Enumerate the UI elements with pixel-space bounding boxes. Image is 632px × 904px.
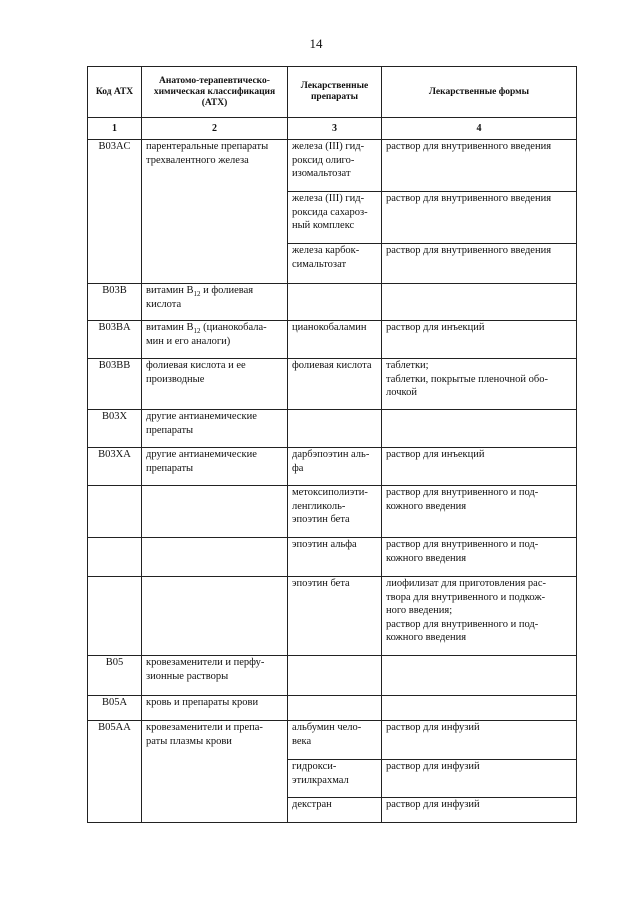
drug-line: роксид олиго- [292, 154, 355, 166]
atx-classification [142, 696, 288, 721]
drug-line: дарбэпоэтин аль- [292, 449, 370, 460]
drug-form [382, 486, 577, 538]
classification-line: другие антианемические [146, 449, 257, 460]
drug-name [288, 359, 382, 410]
drug-name [288, 798, 382, 823]
drug-name [288, 321, 382, 359]
atx-code [88, 486, 142, 538]
classification-line: кровезаменители и перфу- [146, 657, 265, 668]
form-line: лочкой [386, 387, 417, 398]
header-classification-line: химическая классификация [153, 86, 276, 97]
atx-classification [142, 448, 288, 486]
header-forms: Лекарственные формы [382, 67, 577, 118]
table-row [88, 538, 577, 577]
drug-name [288, 656, 382, 696]
drug-name [288, 760, 382, 798]
classification-line: трехвалентного железа [146, 154, 249, 166]
form-line: раствор для инфузий [386, 722, 480, 733]
vitamin-suffix: и фолиевая [200, 285, 254, 296]
vitamin-label: витамин B [146, 285, 194, 296]
atx-code [88, 577, 142, 656]
atx-classification [142, 577, 288, 656]
atx-code: B03X [88, 410, 142, 448]
classification-line: зионные растворы [146, 670, 229, 682]
drug-form [382, 577, 577, 656]
drug-line: цианокобаламин [292, 322, 367, 333]
drug-name [288, 140, 382, 192]
drug-form [382, 321, 577, 359]
drug-form [382, 244, 577, 284]
drug-form [382, 140, 577, 192]
drug-line: фа [292, 462, 304, 474]
classification-line: парентеральные препараты [146, 141, 269, 152]
header-drugs-line: Лекарственные [300, 81, 369, 91]
atx-classification [142, 284, 288, 321]
form-line: раствор для внутривенного и под- [386, 539, 539, 550]
vitamin-label: витамин B [146, 322, 194, 333]
classification-line: препараты [146, 462, 194, 474]
table-row [88, 577, 577, 656]
atx-code: B03BA [88, 321, 142, 359]
drug-line: века [292, 735, 312, 747]
drug-name [288, 192, 382, 244]
classification-line: другие антианемические [146, 411, 257, 422]
drug-form [382, 538, 577, 577]
drug-form [382, 696, 577, 721]
table-row [88, 410, 577, 448]
column-number: 3 [288, 118, 382, 140]
drug-line: фолиевая кислота [292, 360, 372, 371]
header-classification [142, 67, 288, 118]
drug-form [382, 359, 577, 410]
atx-classification [142, 721, 288, 823]
drug-form [382, 448, 577, 486]
atx-classification [142, 538, 288, 577]
atx-classification [142, 321, 288, 359]
table-row [88, 321, 577, 359]
drug-line: роксида сахароз- [292, 206, 368, 218]
drug-name [288, 284, 382, 321]
drug-name [288, 410, 382, 448]
drug-form [382, 760, 577, 798]
form-line: кожного введения [386, 552, 467, 564]
drug-line: железа (III) гид- [292, 193, 365, 204]
table-row [88, 448, 577, 486]
drug-name [288, 577, 382, 656]
atx-classification [142, 656, 288, 696]
atx-classification [142, 486, 288, 538]
classification-line: кислота [146, 298, 182, 310]
drug-form [382, 798, 577, 823]
classification-line: производные [146, 373, 205, 385]
table-row [88, 486, 577, 538]
page-number: 14 [309, 36, 323, 51]
classification-line: препараты [146, 424, 194, 436]
drug-name [288, 244, 382, 284]
vitamin-suffix: (цианокобала- [200, 322, 267, 333]
form-line: раствор для внутривенного и под- [386, 487, 539, 498]
atx-code [88, 538, 142, 577]
form-line: твора для внутривенного и подкож- [386, 591, 546, 603]
drug-line: симальтозат [292, 258, 347, 270]
form-line: раствор для инфузий [386, 761, 480, 772]
atx-classification-table [87, 66, 577, 823]
drug-name [288, 486, 382, 538]
header-drugs-line: препараты [310, 92, 359, 102]
classification-line: раты плазмы крови [146, 735, 232, 747]
atx-code: B03XA [88, 448, 142, 486]
drug-line: железа карбок- [292, 245, 360, 256]
drug-line: эпоэтин бета [292, 514, 350, 525]
header-code: Код АТХ [88, 67, 142, 118]
drug-line: декстран [292, 799, 332, 810]
drug-line: изомальтозат [292, 168, 351, 179]
drug-form [382, 721, 577, 760]
atx-code: B03AC [88, 140, 142, 284]
drug-name [288, 448, 382, 486]
atx-classification [142, 359, 288, 410]
atx-code: B03BB [88, 359, 142, 410]
form-line: ного введения; [386, 605, 453, 616]
atx-classification [142, 140, 288, 284]
drug-name [288, 538, 382, 577]
header-drugs [288, 67, 382, 118]
table-row [88, 359, 577, 410]
atx-classification [142, 410, 288, 448]
form-line: раствор для внутривенного введения [386, 141, 552, 152]
form-line: лиофилизат для приготовления рас- [386, 578, 547, 589]
drug-line: железа (III) гид- [292, 141, 365, 152]
vitamin-subscript: 12 [193, 290, 201, 299]
column-number: 1 [88, 118, 142, 140]
drug-line: альбумин чело- [292, 722, 362, 733]
atx-code: B05 [88, 656, 142, 696]
drug-line: ный комплекс [292, 220, 355, 231]
classification-line: фолиевая кислота и ее [146, 360, 246, 371]
classification-line: мин и его аналоги) [146, 335, 231, 347]
atx-code: B03B [88, 284, 142, 321]
classification-line [146, 321, 283, 335]
table-row [88, 656, 577, 696]
table-row [88, 140, 577, 192]
header-classification-line: (АТХ) [201, 97, 228, 108]
form-line: кожного введения [386, 500, 467, 512]
drug-form [382, 192, 577, 244]
column-number: 2 [142, 118, 288, 140]
classification-line: кровезаменители и препа- [146, 722, 263, 733]
atx-code: B05AA [88, 721, 142, 823]
classification-line: кровь и препараты крови [146, 697, 259, 708]
drug-line: ленгликоль- [292, 500, 346, 512]
drug-line: эпоэтин альфа [292, 539, 357, 550]
drug-form [382, 410, 577, 448]
drug-line: эпоэтин бета [292, 578, 350, 589]
drug-form [382, 656, 577, 696]
vitamin-subscript: 12 [193, 327, 201, 336]
header-classification-line: Анатомо-терапевтическо- [159, 75, 270, 86]
form-line: таблетки, покрытые пленочной обо- [386, 373, 548, 385]
table-row [88, 721, 577, 760]
table-row [88, 696, 577, 721]
drug-line: этилкрахмал [292, 774, 349, 786]
form-line: раствор для инфузий [386, 799, 480, 810]
classification-line [146, 284, 283, 298]
form-line: раствор для инъекций [386, 322, 485, 333]
atx-code: B05A [88, 696, 142, 721]
form-line: раствор для внутривенного и под- [386, 618, 539, 630]
table-row [88, 284, 577, 321]
column-number: 4 [382, 118, 577, 140]
drug-form [382, 284, 577, 321]
form-line: кожного введения [386, 632, 467, 643]
form-line: раствор для инъекций [386, 449, 485, 460]
form-line: таблетки; [386, 360, 429, 371]
drug-line: гидрокси- [292, 761, 337, 772]
table-header-row [88, 67, 577, 118]
drug-name [288, 696, 382, 721]
form-line: раствор для внутривенного введения [386, 245, 552, 256]
drug-name [288, 721, 382, 760]
drug-line: метоксиполиэти- [292, 487, 368, 498]
form-line: раствор для внутривенного введения [386, 193, 552, 204]
column-number-row [88, 118, 577, 140]
